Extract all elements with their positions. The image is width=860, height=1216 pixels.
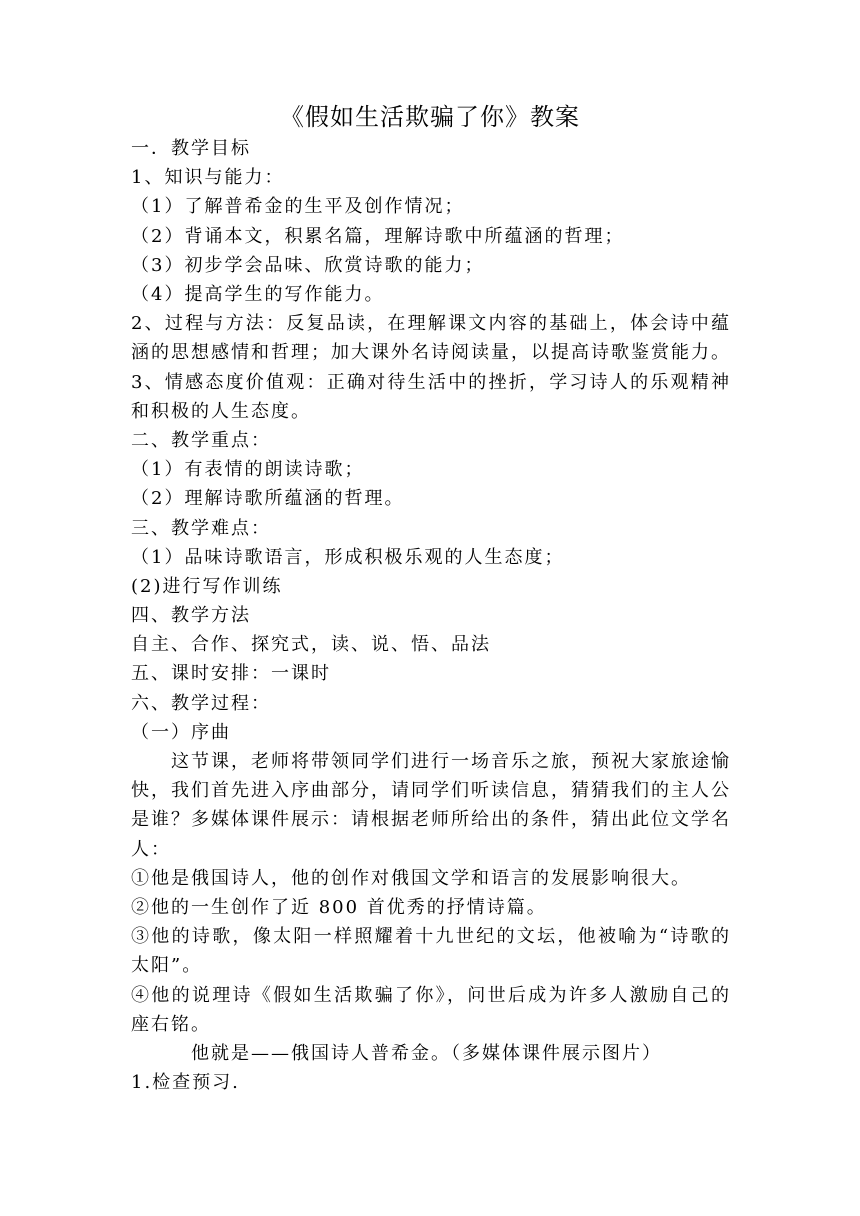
heading-key-points: 二、教学重点： xyxy=(131,429,271,451)
difficulty-2: (2)进行写作训练 xyxy=(131,575,283,597)
paragraph-emotion-values: 3、情感态度价值观：正确对待生活中的挫折，学习诗人的乐观精神和积极的人生态度。 xyxy=(131,371,731,422)
goal-item-3: （3）初步学会品味、欣赏诗歌的能力； xyxy=(131,254,485,276)
key-point-2: （2）理解诗歌所蕴涵的哲理。 xyxy=(131,488,405,510)
clue-1: ①他是俄国诗人，他的创作对俄国文学和语言的发展影响很大。 xyxy=(131,867,691,889)
answer-line: 他就是——俄国诗人普希金。（多媒体课件展示图片） xyxy=(191,1043,662,1064)
clue-3: ③他的诗歌，像太阳一样照耀着十九世纪的文坛，他被喻为“诗歌的太阳”。 xyxy=(131,926,731,977)
schedule-text: 五、课时安排：一课时 xyxy=(131,663,331,685)
goal-item-4: （4）提高学生的写作能力。 xyxy=(131,283,385,305)
heading-methods: 四、教学方法 xyxy=(131,605,251,627)
difficulty-1: （1）品味诗歌语言，形成积极乐观的人生态度； xyxy=(131,546,565,568)
heading-process: 六、教学过程： xyxy=(131,692,271,714)
clue-4: ④他的说理诗《假如生活欺骗了你》，问世后成为许多人激励自己的座右铭。 xyxy=(131,984,731,1035)
key-point-1: （1）有表情的朗读诗歌； xyxy=(131,459,365,481)
document-title: 《假如生活欺骗了你》教案 xyxy=(280,103,580,131)
goal-item-2: （2）背诵本文，积累名篇，理解诗歌中所蕴涵的哲理； xyxy=(131,225,625,247)
subheading-knowledge-ability: 1、知识与能力： xyxy=(131,167,285,189)
clue-2: ②他的一生创作了近 800 首优秀的抒情诗篇。 xyxy=(131,897,547,918)
document-body xyxy=(131,134,731,1097)
subheading-prelude: （一）序曲 xyxy=(131,721,231,743)
heading-difficulties: 三、教学难点： xyxy=(131,517,271,539)
paragraph-process-method: 2、过程与方法：反复品读，在理解课文内容的基础上，体会诗中蕴涵的思想感情和哲理；加大课外名诗阅读量，以提高诗歌鉴赏能力。 xyxy=(131,313,731,364)
paragraph-intro: 这节课，老师将带领同学们进行一场音乐之旅，预祝大家旅途愉快，我们首先进入序曲部分，请同学们听读信息，猜猜我们的主人公是谁？多媒体课件展示：请根据老师所给出的条件，猜出此位文学名人： xyxy=(131,751,731,860)
check-preview-line: 1.检查预习. xyxy=(131,1072,240,1094)
heading-teaching-goals: 一．教学目标 xyxy=(131,138,251,159)
goal-item-1: （1）了解普希金的生平及创作情况； xyxy=(131,196,465,218)
methods-text: 自主、合作、探究式，读、说、悟、品法 xyxy=(131,634,491,656)
